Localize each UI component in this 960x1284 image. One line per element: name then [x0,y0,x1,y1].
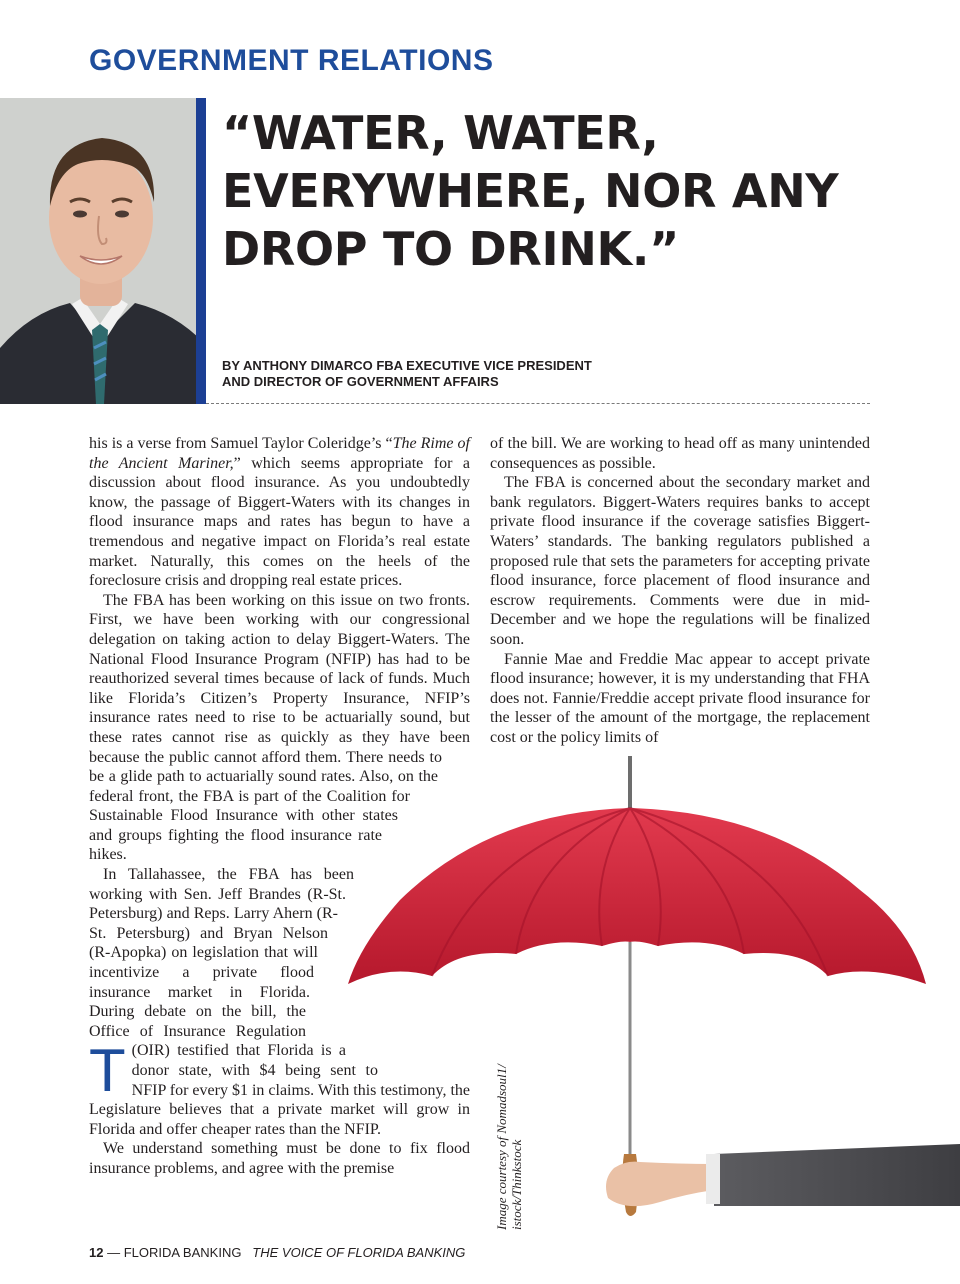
publication-tagline: THE VOICE OF FLORIDA BANKING [252,1245,466,1260]
author-portrait-illustration [0,98,204,404]
page-number: 12 [89,1245,104,1260]
image-credit: Image courtesy of Nomadsoul1/ istock/Thinkstock [494,1064,524,1230]
divider [206,403,870,404]
poem-title: The Rime of the Ancient Mariner, [89,435,470,472]
article-paragraph: The FBA is concerned about the secondary market and bank regulators. Biggert-Waters requires banks to accept private flood insurance if the coverage satisfies Biggert-Waters’ standards. The banking regulators published a proposed rule that sets the parameters for accepting private flood insurance, force placement of flood insurance and escrow requirements. Comments were due in mid-December and we hope the regulations will be finalized soon. [490,474,870,648]
author-photo [0,98,204,404]
section-label: GOVERNMENT RELATIONS [89,44,494,77]
headline: “WATER, WATER, EVERYWHERE, NOR ANY DROP TO DRINK.” [222,106,839,276]
article-paragraph: We understand something must be done to fix flood insurance problems, and agree with the premise [89,1140,470,1177]
byline [222,358,822,390]
red-umbrella-image [340,750,960,1284]
headline-accent-bar [196,98,206,404]
drop-cap: T [89,1036,126,1104]
article-paragraph: In Tallahassee, the FBA has been working with Sen. Jeff Brandes (R-St. Petersburg) and Reps. Larry Ahern (R-St. Petersburg) and Bryan Nelson (R-Apopka) on legislation that will incentivize a private flood insurance market in Florida. During debate on the bill, the Office of Insurance Regulation (OIR) testified that Florida is a donor state, with $4 being sent to NFIP for every $1 in claims. With this testimony, the Legislature believes that a private market will grow in Florida and offer cheaper rates than the NFIP. [89,866,470,1138]
article-paragraph: The FBA has been working on this issue on two fronts. First, we have been working with our congressional delegation on taking action to delay Biggert-Waters. The National Flood Insurance Program (NFIP) has had to be reauthorized several times because of lack of funds. Much like Florida’s Citizen’s Property Insurance, NFIP’s insurance rates need to rise to be actuarially sound, but these rates cannot rise as quickly as they have been because the public cannot afford them. There needs to be a glide path to actuarially sound rates. Also, on the federal front, the FBA is part of the Coalition for Sustainable Flood Insurance with other states and groups fighting the flood insurance rate hikes. [89,591,470,864]
byline-line-1: BY ANTHONY DIMARCO FBA EXECUTIVE VICE PRESIDENT [222,358,592,373]
article-column-right [490,434,870,748]
publication-name: — FLORIDA BANKING [103,1245,242,1260]
byline-line-2: AND DIRECTOR OF GOVERNMENT AFFAIRS [222,374,499,389]
page-footer [89,1245,465,1260]
article-paragraph: Fannie Mae and Freddie Mac appear to accept private flood insurance; however, it is my understanding that FHA does not. Fannie/Freddie accept private flood insurance for the lesser of the amount of the mortgage, the replacement cost or the policy limits of [490,650,870,746]
article-paragraph: of the bill. We are working to head off as many unintended consequences as possible. [490,435,870,472]
article-paragraph: T his is a verse from Samuel Taylor Coleridge’s “The Rime of the Ancient Mariner,” which seems appropriate for a discussion about flood insurance. As you undoubtedly know, the passage of Biggert-Waters with its changes in flood insurance maps and rates has begun to have a tremendous and negative impact on Florida’s real estate market. Naturally, this comes on the heels of the foreclosure crisis and dropping real estate prices. [89,435,470,1104]
